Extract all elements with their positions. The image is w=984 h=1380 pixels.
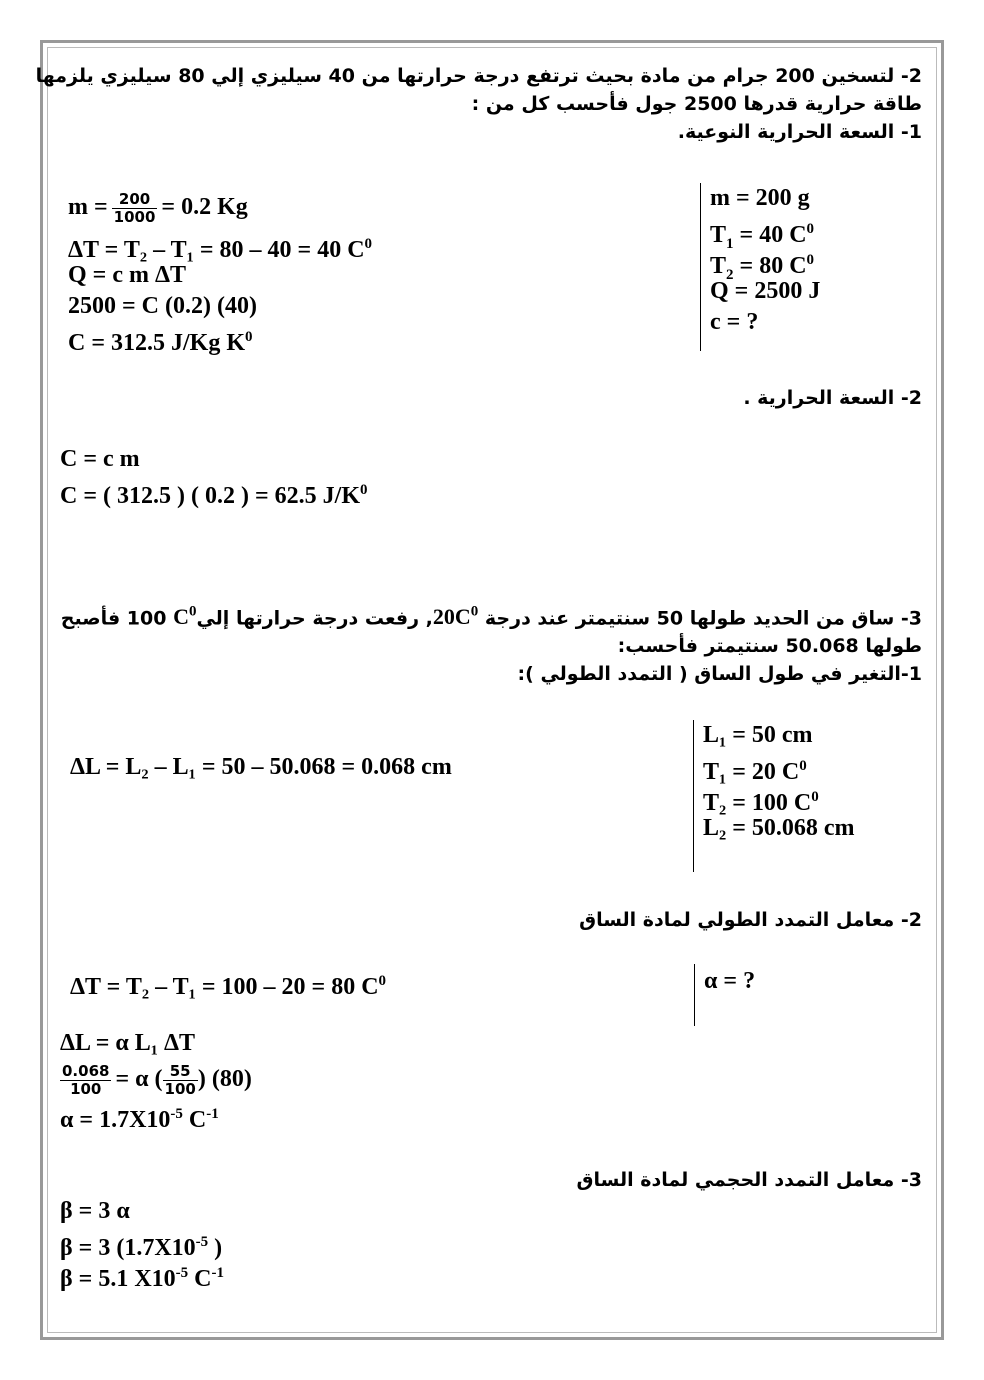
q2-given-c: c = ?: [710, 309, 759, 335]
q3-alpha-solution: [60, 1028, 252, 1133]
q3-alpha-given: α = ?: [704, 968, 756, 994]
q3-beta-formula: β = 3 α: [60, 1198, 130, 1224]
q3-given-block: [703, 720, 855, 844]
q2-given-m: m = 200 g: [710, 185, 810, 211]
q2-given-divider: [700, 183, 701, 351]
q2-mass-conversion: m = $\frac{200}{1000}$ = 0.2 Kg: [68, 189, 248, 226]
q3-beta-result: β = 5.1 $X10^{-5}$ $C^{-1}$: [60, 1265, 224, 1292]
q2-capacity-formula: C = c m: [60, 446, 140, 472]
q3-given-divider: [693, 720, 694, 872]
q2-line-1: 2- لتسخين 200 جرام من مادة بحيث ترتفع درجة حرارتها من 40 سيليزي إلي 80 سيليزي يلزمها: [35, 65, 922, 87]
q3-expansion-formula: ΔL = α L₁ ΔT: [60, 1030, 196, 1056]
q2-solution-1: [68, 185, 373, 356]
q3-part-2: 2- معامل التمدد الطولي لمادة الساق: [579, 909, 922, 931]
question-2-text: [35, 62, 922, 146]
q3-part-3: 3- معامل التمدد الحجمي لمادة الساق: [576, 1169, 922, 1191]
question-3-text: [62, 598, 922, 688]
q2-given-q: Q = 2500 J: [710, 278, 821, 304]
ratio-fraction: $\frac{0.068}{100}$: [62, 1061, 110, 1098]
mass-fraction: $\frac{200}{1000}$: [113, 189, 156, 226]
q3-beta-substitution: β = 3 ($1.7X10^{-5}$ ): [60, 1234, 223, 1261]
q2-part-2: 2- السعة الحرارية .: [743, 387, 922, 409]
q2-substitution: 2500 = C (0.2) (40): [68, 293, 257, 319]
q3-alpha-result: $\alpha = 1.7X10^{-5}$ $C^{-1}$: [60, 1106, 219, 1133]
q2-given-t1: $T_1 = 40$ $C^0$: [710, 221, 815, 252]
q3-given-l1: L₁ = 50 cm: [703, 722, 813, 748]
q3-alpha-divider: [694, 964, 695, 1026]
q3-line-2: طولها 50.068 سنتيمتر فأحسب:: [617, 635, 922, 658]
length-fraction: $\frac{55}{100}$: [164, 1061, 196, 1098]
q2-delta-t: ΔT = T₂ – T₁ = 80 – 40 = 40 $C^0$: [68, 236, 373, 263]
q2-heat-formula: Q = c m ΔT: [68, 262, 187, 288]
q3-given-t1: T₁ = 20 $C^0$: [703, 758, 807, 785]
q2-line-2: طاقة حرارية قدرها 2500 جول فأحسب كل من :: [471, 93, 922, 115]
q2-solution-2: [60, 444, 368, 509]
q2-result-c: C = 312.5 J/Kg $K^0$: [68, 329, 253, 356]
q3-line-1: 3- ساق من الحديد طولها 50 سنتيمتر عند درجة $20C^0$, رفعت درجة حرارتها إليC$^0$ 100 فأصبح: [60, 604, 922, 630]
q3-alpha-substitution: $\frac{0.068}{100}$ = α ( $\frac{55}{100}$ ) (80): [62, 1061, 252, 1098]
q3-given-l2: L₂ = 50.068 cm: [703, 815, 855, 841]
q2-given-block: [710, 183, 820, 338]
q3-part-1: 1-التغير في طول الساق ( التمدد الطولي ):: [517, 663, 922, 686]
q3-delta-l: ΔL = L₂ – L₁ = 50 – 50.068 = 0.068 cm: [70, 754, 452, 780]
q2-part-1: 1- السعة الحرارية النوعية.: [677, 121, 922, 143]
q3-beta-solution: [60, 1196, 224, 1292]
q2-capacity-result: C = ( 312.5 ) ( 0.2 ) = 62.5 $J/K^0$: [60, 482, 368, 509]
q3-delta-t: ΔT = T₂ – T₁ = 100 – 20 = 80 $C^0$: [70, 973, 387, 1000]
q2-given-t2: $T_2 = 80$ $C^0$: [710, 252, 815, 283]
q3-given-t2: T₂ = 100 $C^0$: [703, 789, 819, 816]
